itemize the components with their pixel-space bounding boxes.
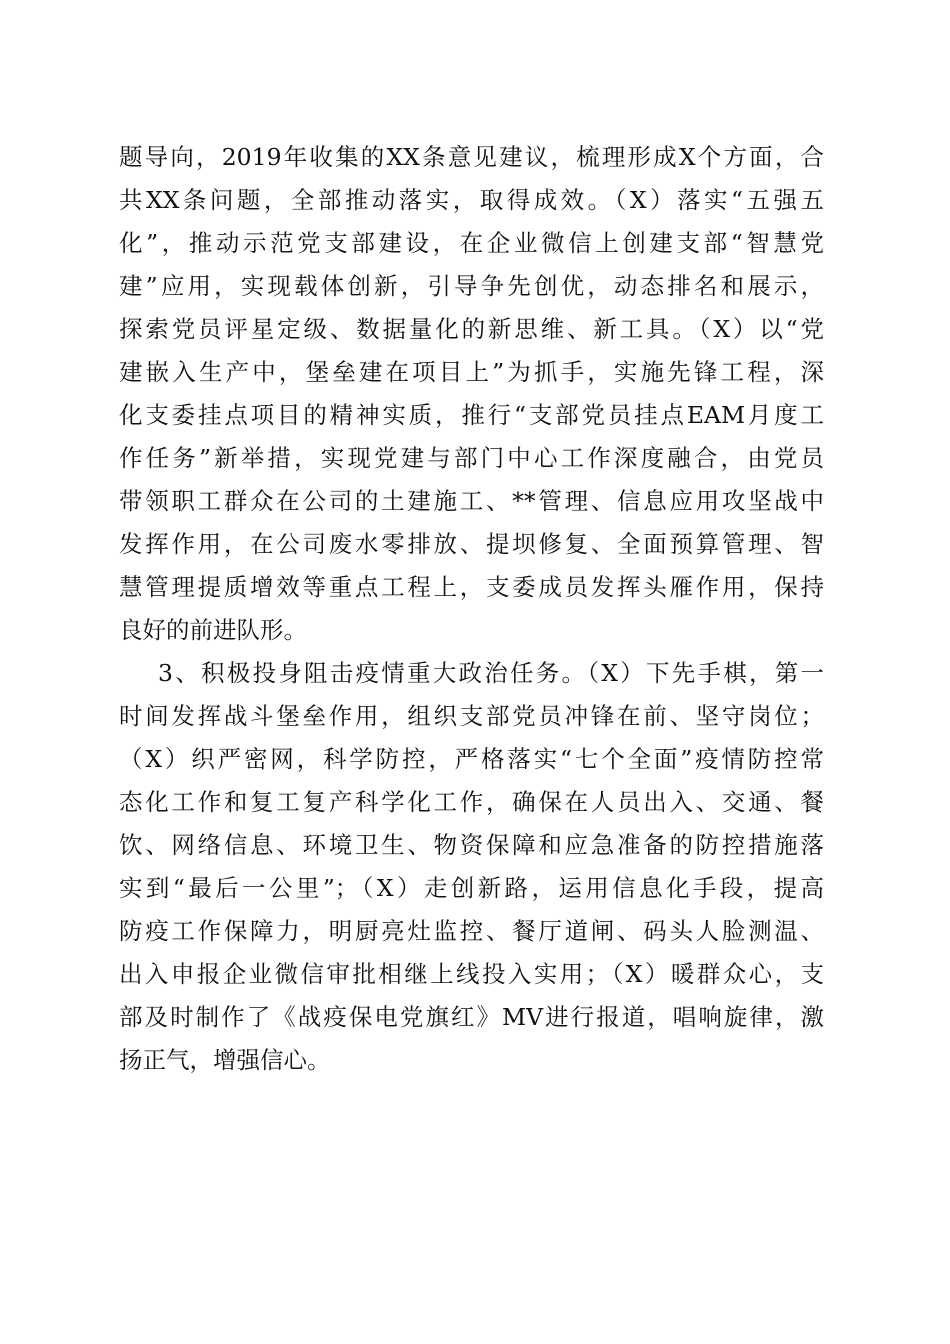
text-line: （X）织严密网，科学防控，严格落实“七个全面”疫情防控常: [119, 745, 824, 773]
text-line: 良好的前进队形。: [119, 616, 307, 644]
text-line: 发挥作用，在公司废水零排放、提坝修复、全面预算管理、智: [119, 530, 824, 558]
text-line: 饮、网络信息、环境卫生、物资保障和应急准备的防控措施落: [119, 831, 824, 859]
text-line: 实到“最后一公里”；（X）走创新路，运用信息化手段，提高: [119, 874, 824, 902]
text-line: 探索党员评星定级、数据量化的新思维、新工具。（X）以“党: [119, 315, 824, 343]
text-line: 建嵌入生产中，堡垒建在项目上”为抓手，实施先锋工程，深: [119, 358, 824, 386]
text-line: 扬正气，增强信心。: [119, 1046, 331, 1074]
text-line: 化”，推动示范党支部建设，在企业微信上创建支部“智慧党: [119, 229, 824, 257]
text-line: 慧管理提质增效等重点工程上，支委成员发挥头雁作用，保持: [119, 573, 824, 601]
text-line: 防疫工作保障力，明厨亮灶监控、餐厅道闸、码头人脸测温、: [119, 917, 824, 945]
text-line: 共XX条问题，全部推动落实，取得成效。（X）落实“五强五: [119, 186, 825, 214]
text-line: 态化工作和复工复产科学化工作，确保在人员出入、交通、餐: [119, 788, 824, 816]
paragraph-1: [119, 136, 824, 652]
text-line: 题导向，2019年收集的XX条意见建议，梳理形成X个方面，合: [119, 143, 824, 171]
text-line: 带领职工群众在公司的土建施工、**管理、信息应用攻坚战中: [119, 487, 824, 515]
text-line: 化支委挂点项目的精神实质，推行“支部党员挂点EAM月度工: [119, 401, 824, 429]
text-line: 作任务”新举措，实现党建与部门中心工作深度融合，由党员: [119, 444, 824, 472]
text-line: 3、积极投身阻击疫情重大政治任务。（X）下先手棋，第一: [158, 659, 824, 687]
text-line: 部及时制作了《战疫保电党旗红》MV进行报道，唱响旋律，激: [119, 1003, 824, 1031]
text-line: 时间发挥战斗堡垒作用，组织支部党员冲锋在前、坚守岗位；: [119, 702, 824, 730]
text-line: 出入申报企业微信审批相继上线投入实用；（X）暖群众心，支: [119, 960, 824, 988]
document-body: [119, 136, 824, 1082]
paragraph-2: [119, 652, 824, 1082]
text-line: 建”应用，实现载体创新，引导争先创优，动态排名和展示，: [119, 272, 824, 300]
